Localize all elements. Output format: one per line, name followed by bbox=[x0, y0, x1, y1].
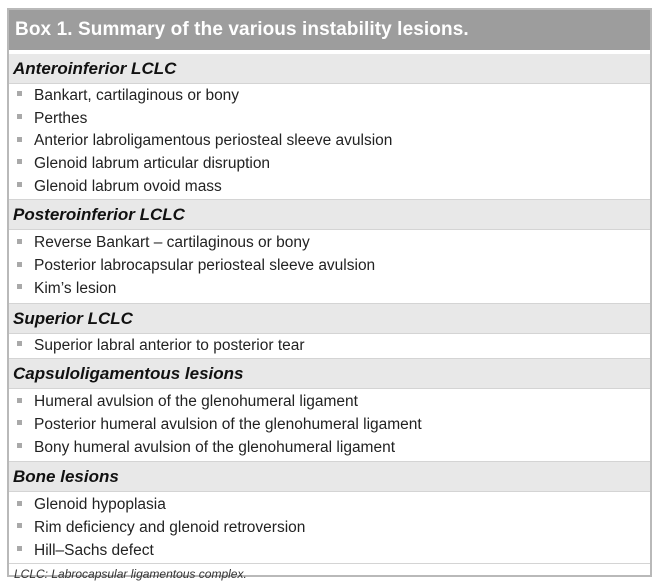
list-item: Reverse Bankart – cartilaginous or bony bbox=[9, 232, 650, 255]
list-item: Hill–Sachs defect bbox=[9, 540, 650, 563]
list-item: Glenoid labrum articular disruption bbox=[9, 153, 650, 176]
section-heading-bone-lesions: Bone lesions bbox=[9, 462, 650, 492]
section-list-posteroinferior bbox=[9, 230, 650, 303]
bullet-square-icon bbox=[17, 398, 22, 403]
bullet-square-icon bbox=[17, 114, 22, 119]
section-heading-capsuloligamentous: Capsuloligamentous lesions bbox=[9, 359, 650, 389]
section-list-superior bbox=[9, 334, 650, 360]
bullet-square-icon bbox=[17, 341, 22, 346]
section-heading-anteroinferior: Anteroinferior LCLC bbox=[9, 54, 650, 84]
box-title: Box 1. Summary of the various instability lesions. bbox=[9, 10, 650, 50]
list-item: Bankart, cartilaginous or bony bbox=[9, 85, 650, 108]
bullet-square-icon bbox=[17, 137, 22, 142]
bullet-square-icon bbox=[17, 546, 22, 551]
list-item: Glenoid labrum ovoid mass bbox=[9, 176, 650, 199]
footnote: LCLC: Labrocapsular ligamentous complex. bbox=[9, 563, 650, 583]
list-item: Anterior labroligamentous periosteal sleeve avulsion bbox=[9, 130, 650, 153]
section-heading-superior: Superior LCLC bbox=[9, 304, 650, 334]
bullet-square-icon bbox=[17, 262, 22, 267]
bullet-square-icon bbox=[17, 501, 22, 506]
section-list-bone-lesions bbox=[9, 492, 650, 563]
list-item: Bony humeral avulsion of the glenohumeral ligament bbox=[9, 437, 650, 460]
section-heading-posteroinferior: Posteroinferior LCLC bbox=[9, 200, 650, 230]
bullet-square-icon bbox=[17, 159, 22, 164]
bullet-square-icon bbox=[17, 182, 22, 187]
bullet-square-icon bbox=[17, 239, 22, 244]
bullet-square-icon bbox=[17, 443, 22, 448]
list-item: Posterior humeral avulsion of the glenohumeral ligament bbox=[9, 414, 650, 437]
section-list-capsuloligamentous bbox=[9, 389, 650, 462]
bullet-square-icon bbox=[17, 91, 22, 96]
list-item: Perthes bbox=[9, 108, 650, 131]
list-item: Superior labral anterior to posterior tear bbox=[9, 335, 650, 358]
section-list-anteroinferior bbox=[9, 84, 650, 200]
list-item: Humeral avulsion of the glenohumeral ligament bbox=[9, 391, 650, 414]
list-item: Kim’s lesion bbox=[9, 278, 650, 301]
summary-box bbox=[7, 8, 652, 582]
bullet-square-icon bbox=[17, 284, 22, 289]
bullet-square-icon bbox=[17, 523, 22, 528]
list-item: Glenoid hypoplasia bbox=[9, 494, 650, 517]
bullet-square-icon bbox=[17, 420, 22, 425]
list-item: Rim deficiency and glenoid retroversion bbox=[9, 517, 650, 540]
list-item: Posterior labrocapsular periosteal sleeve avulsion bbox=[9, 255, 650, 278]
